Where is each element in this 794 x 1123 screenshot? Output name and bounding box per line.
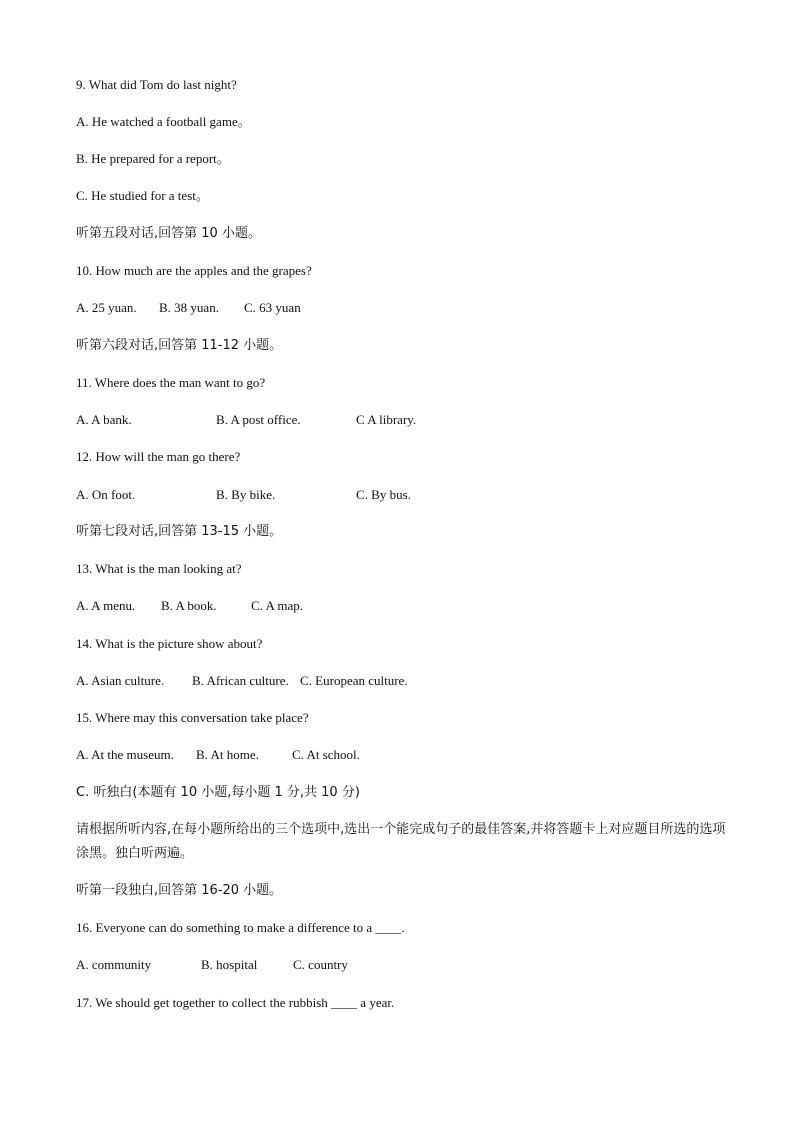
part-c-instructions: 请根据所听内容,在每小题所给出的三个选项中,选出一个能完成句子的最佳答案,并将答题卡上对应题目所选的选项涂黑。独白听两遍。: [76, 822, 726, 861]
question-9-option-a: A. He watched a football game。: [76, 114, 251, 129]
question-13-option-c: C. A map.: [251, 598, 304, 613]
question-9-option-b: B. He prepared for a report。: [76, 151, 230, 166]
question-13-option-b: B. A book.: [161, 598, 217, 613]
question-11-stem: 11. Where does the man want to go?: [76, 375, 266, 390]
question-15-option-c: C. At school.: [292, 747, 360, 762]
question-10-stem: 10. How much are the apples and the grapes?: [76, 263, 312, 278]
question-15-stem: 15. Where may this conversation take place?: [76, 710, 309, 725]
question-10-option-a: A. 25 yuan.: [76, 300, 137, 315]
question-14-stem: 14. What is the picture show about?: [76, 636, 263, 651]
question-14-option-a: A. Asian culture.: [76, 673, 165, 688]
question-13-stem: 13. What is the man looking at?: [76, 561, 242, 576]
question-10-option-b: B. 38 yuan.: [159, 300, 219, 315]
monologue-1-heading: 听第一段独白,回答第 16-20 小题。: [76, 883, 283, 898]
section-5-heading: 听第五段对话,回答第 10 小题。: [76, 226, 261, 241]
question-11-option-c: C A library.: [356, 412, 417, 427]
question-14-option-b: B. African culture.: [192, 673, 289, 688]
question-16-stem: 16. Everyone can do something to make a difference to a ____.: [76, 920, 405, 935]
part-c-heading: C. 听独白(本题有 10 小题,每小题 1 分,共 10 分): [76, 785, 360, 800]
question-12-stem: 12. How will the man go there?: [76, 449, 241, 464]
question-15-option-a: A. At the museum.: [76, 747, 174, 762]
question-15-option-b: B. At home.: [196, 747, 259, 762]
question-16-option-a: A. community: [76, 957, 152, 972]
question-16-option-b: B. hospital: [201, 957, 258, 972]
question-12-option-c: C. By bus.: [356, 487, 411, 502]
question-12-option-b: B. By bike.: [216, 487, 276, 502]
question-11-option-b: B. A post office.: [216, 412, 301, 427]
question-16-option-c: C. country: [293, 957, 348, 972]
question-17-stem: 17. We should get together to collect the rubbish ____ a year.: [76, 995, 395, 1010]
section-7-heading: 听第七段对话,回答第 13-15 小题。: [76, 524, 283, 539]
question-11-option-a: A. A bank.: [76, 412, 132, 427]
question-9-option-c: C. He studied for a test。: [76, 188, 209, 203]
question-10-option-c: C. 63 yuan: [244, 300, 301, 315]
question-9-stem: 9. What did Tom do last night?: [76, 77, 237, 92]
question-12-option-a: A. On foot.: [76, 487, 136, 502]
question-13-option-a: A. A menu.: [76, 598, 136, 613]
question-14-option-c: C. European culture.: [300, 673, 408, 688]
section-6-heading: 听第六段对话,回答第 11-12 小题。: [76, 338, 283, 353]
